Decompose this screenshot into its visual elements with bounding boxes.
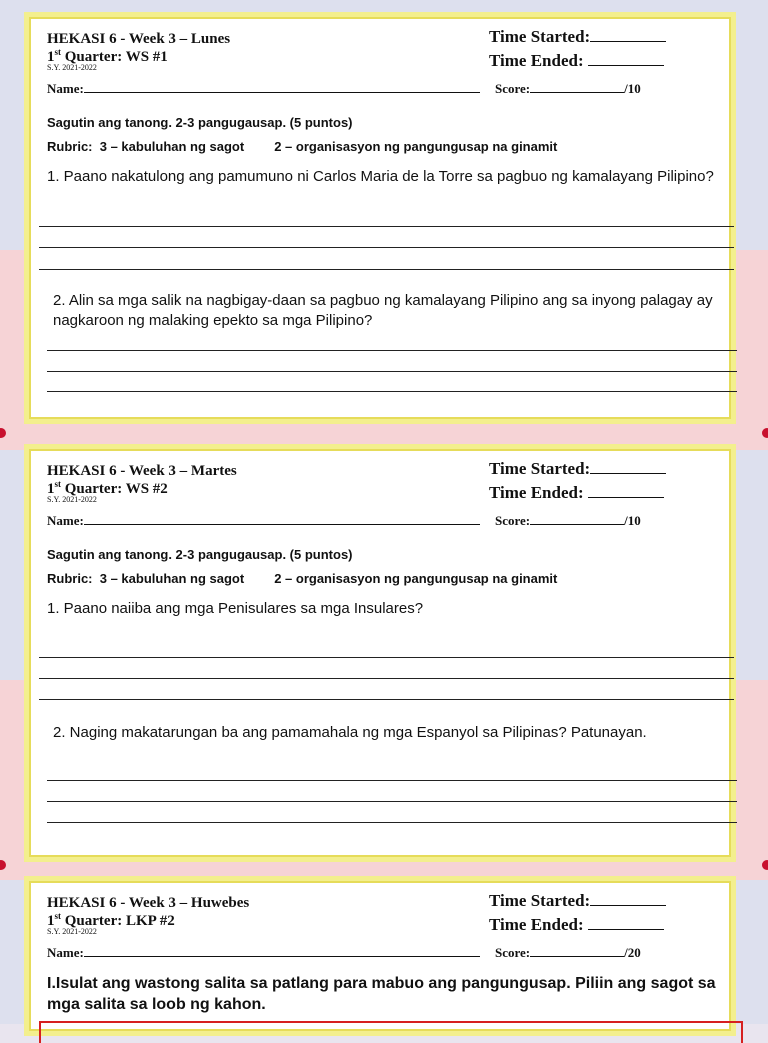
name-label: Name: — [47, 513, 480, 529]
answer-line[interactable] — [47, 371, 737, 372]
score-field[interactable] — [530, 92, 624, 93]
time-started-field[interactable] — [590, 473, 666, 474]
name-label: Name: — [47, 945, 480, 961]
time-started-field[interactable] — [590, 905, 666, 906]
time-ended-field[interactable] — [588, 497, 664, 498]
name-field[interactable] — [84, 524, 480, 525]
answer-line[interactable] — [39, 657, 734, 658]
worksheet-card-2 — [24, 444, 736, 862]
name-field[interactable] — [84, 92, 480, 93]
answer-line[interactable] — [39, 269, 734, 270]
answer-line[interactable] — [47, 350, 737, 351]
score-field[interactable] — [530, 956, 624, 957]
word-box — [39, 1021, 743, 1043]
school-year: S.Y. 2021-2022 — [47, 495, 97, 504]
time-ended-label: Time Ended: — [489, 915, 664, 935]
school-year: S.Y. 2021-2022 — [47, 63, 97, 72]
rubric-text: Rubric: 3 – kabuluhan ng sagot 2 – organisasyon ng pangungusap na ginamit — [47, 571, 558, 586]
worksheet-title: HEKASI 6 - Week 3 – Martes — [47, 463, 237, 479]
name-label: Name: — [47, 81, 480, 97]
score-label: Score: /10 — [495, 81, 641, 96]
answer-line[interactable] — [39, 699, 734, 700]
decorative-dot — [762, 860, 768, 870]
score-label: Score: /20 — [495, 945, 641, 960]
worksheet-title: HEKASI 6 - Week 3 – Lunes — [47, 31, 231, 47]
time-started-field[interactable] — [590, 41, 666, 42]
quarter-label: 1st Quarter: WS #1 — [47, 47, 168, 65]
answer-line[interactable] — [47, 822, 737, 823]
score-label: Score: /10 — [495, 513, 641, 528]
time-ended-label: Time Ended: — [489, 51, 664, 71]
time-ended-field[interactable] — [588, 929, 664, 930]
score-field[interactable] — [530, 524, 624, 525]
time-started-label: Time Started: — [489, 459, 666, 479]
quarter-label: 1st Quarter: WS #2 — [47, 479, 168, 497]
time-started-label: Time Started: — [489, 27, 666, 47]
instruction-text: Sagutin ang tanong. 2-3 pangugausap. (5 puntos) — [47, 547, 353, 562]
question-2: 2. Alin sa mga salik na nagbigay-daan sa pagbuo ng kamalayang Pilipino ang sa inyong palagay ay nagkaroon ng malaking epekto sa mga Pilipino? — [53, 292, 713, 329]
time-ended-field[interactable] — [588, 65, 664, 66]
school-year: S.Y. 2021-2022 — [47, 927, 97, 936]
time-ended-label: Time Ended: — [489, 483, 664, 503]
name-field[interactable] — [84, 956, 480, 957]
answer-line[interactable] — [39, 247, 734, 248]
rubric-text: Rubric: 3 – kabuluhan ng sagot 2 – organisasyon ng pangungusap na ginamit — [47, 139, 558, 154]
worksheet-card-1 — [24, 12, 736, 424]
question-1: 1. Paano naiiba ang mga Penisulares sa mga Insulares? — [47, 600, 424, 617]
answer-line[interactable] — [47, 780, 737, 781]
quarter-label: 1st Quarter: LKP #2 — [47, 911, 175, 929]
answer-line[interactable] — [39, 226, 734, 227]
answer-line[interactable] — [39, 678, 734, 679]
question-2: 2. Naging makatarungan ba ang pamamahala ng mga Espanyol sa Pilipinas? Patunayan. — [53, 724, 647, 741]
question-1: 1. Paano nakatulong ang pamumuno ni Carlos Maria de la Torre sa pagbuo ng kamalayang Pilipino? — [47, 168, 714, 185]
instruction-text: I.Isulat ang wastong salita sa patlang para mabuo ang pangungusap. Piliin ang sagot sa mga salita sa loob ng kahon. — [47, 975, 716, 1013]
instruction-text: Sagutin ang tanong. 2-3 pangugausap. (5 puntos) — [47, 115, 353, 130]
answer-line[interactable] — [47, 801, 737, 802]
decorative-dot — [762, 428, 768, 438]
time-started-label: Time Started: — [489, 891, 666, 911]
worksheet-title: HEKASI 6 - Week 3 – Huwebes — [47, 895, 250, 911]
worksheet-card-3 — [24, 876, 736, 1036]
answer-line[interactable] — [47, 391, 737, 392]
